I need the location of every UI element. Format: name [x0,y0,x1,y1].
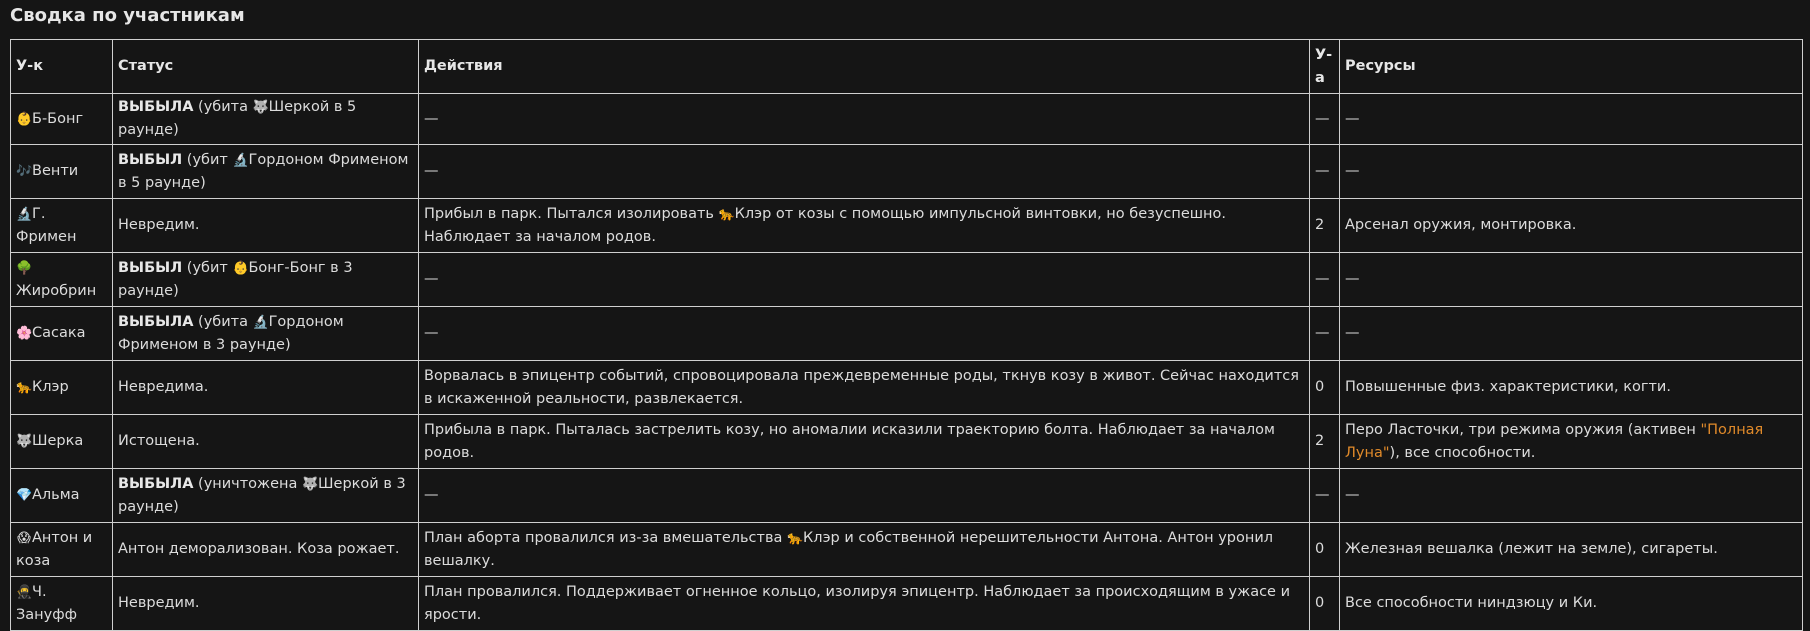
status-eliminated: ВЫБЫЛА [118,99,194,115]
microscope-icon: 🔬 [252,314,269,330]
table-row [11,577,1803,631]
participant-name: Венти [32,163,79,179]
actions-cell: — [419,307,1310,361]
resources-cell: — [1340,253,1803,307]
participants-table [10,39,1803,631]
actions-cell: Прибыла в парк. Пыталась застрелить козу, но аномалии исказили траекторию болта. Наблюдает за началом родов. [419,415,1310,469]
participant-cell [11,415,113,469]
actions-cell: — [419,253,1310,307]
table-row [11,523,1803,577]
participant-cell [11,94,113,145]
participant-cell [11,253,113,307]
status-text: (убита [193,313,253,330]
status-text: Гордоном Фрименом в 3 раунде) [118,313,344,353]
participant-name: Жиробрин [16,282,97,299]
status-text: Гордоном Фрименом в 5 раунде) [118,151,409,191]
actions-cell: — [419,145,1310,199]
resources-cell: — [1340,94,1803,145]
status-text: Бонг-Бонг в 3 раунде) [118,259,353,299]
participant-name: Антон и коза [16,529,93,569]
resources-cell: Повышенные физ. характеристики, когти. [1340,361,1803,415]
ua-cell: — [1310,307,1340,361]
ua-cell: — [1310,253,1340,307]
status-text: (уничтожена [193,475,303,492]
wolf-icon: 🐺 [252,100,269,115]
actions-cell [419,199,1310,253]
tree-icon: 🌳 [16,260,33,276]
participant-cell [11,361,113,415]
blossom-icon: 🌸 [16,326,33,341]
table-row [11,145,1803,199]
table-header-row [11,40,1803,94]
participant-name: Клэр [32,379,69,395]
table-row [11,253,1803,307]
resources-cell: — [1340,469,1803,523]
table-row [11,469,1803,523]
header-status: Статус [113,40,419,94]
status-cell [113,307,419,361]
status-eliminated: ВЫБЫЛ [118,259,183,276]
microscope-icon: 🔬 [232,152,249,168]
status-eliminated: ВЫБЫЛ [118,151,183,168]
status-cell: Истощена. [113,415,419,469]
table-row [11,199,1803,253]
table-row [11,94,1803,145]
participant-name: Ч. Зануфф [16,583,78,623]
full-moon-link[interactable]: "Полная Луна" [1345,421,1764,461]
status-text: (убита [193,99,253,115]
status-eliminated: ВЫБЫЛА [118,475,194,492]
status-cell: Невредим. [113,577,419,631]
leopard-icon: 🐆 [787,530,804,546]
status-text: (убит [182,151,233,168]
participant-name: Б-Бонг [32,110,84,127]
participant-name: Альма [32,487,80,503]
ua-cell: — [1310,94,1340,145]
baby-icon: 👶 [232,260,249,276]
status-cell: Невредим. [113,199,419,253]
status-cell [113,94,419,145]
status-cell [113,145,419,199]
header-actions: Действия [419,40,1310,94]
actions-text: План аборта провалился из-за вмешательства [424,529,788,546]
header-participant: У-к [11,40,113,94]
actions-cell: Ворвалась в эпицентр событий, спровоцировала преждевременные роды, ткнув козу в живот. Сейчас находится в искаженной реальности, развлекается. [419,361,1310,415]
ninja-icon: 🥷 [16,584,33,600]
status-cell: Невредима. [113,361,419,415]
ua-cell: 0 [1310,577,1340,631]
header-ua: У-а [1310,40,1340,94]
status-text: Шеркой в 5 раунде) [118,99,357,138]
page-title: Сводка по участникам [10,5,245,26]
participant-name: Г. Фримен [16,205,77,245]
resources-cell: — [1340,307,1803,361]
baby-icon: 👶 [16,111,33,127]
ua-cell: 2 [1310,415,1340,469]
status-text: Шеркой в 3 раунде) [118,475,406,515]
ua-cell: 0 [1310,361,1340,415]
table-row [11,361,1803,415]
table-row [11,307,1803,361]
leopard-icon: 🐆 [16,380,33,395]
participant-cell [11,145,113,199]
ua-cell: 2 [1310,199,1340,253]
leopard-icon: 🐆 [718,206,735,222]
actions-cell: — [419,94,1310,145]
wolf-icon: 🐺 [16,434,33,449]
status-eliminated: ВЫБЫЛА [118,313,194,330]
actions-text: Клэр и собственной нерешительности Антона. Антон уронил вешалку. [424,529,1274,569]
music-notes-icon: 🎶 [16,164,33,179]
resources-cell [1340,415,1803,469]
participant-cell [11,469,113,523]
resources-cell: Железная вешалка (лежит на земле), сигареты. [1340,523,1803,577]
status-cell [113,253,419,307]
participant-name: Шерка [32,433,84,449]
resources-cell: Арсенал оружия, монтировка. [1340,199,1803,253]
actions-text: Прибыл в парк. Пытался изолировать [424,205,719,222]
status-text: (убит [182,259,233,276]
microscope-icon: 🔬 [16,206,33,222]
wolf-icon: 🐺 [302,476,319,492]
status-cell: Антон деморализован. Коза рожает. [113,523,419,577]
gem-icon: 💎 [16,488,33,503]
status-cell [113,469,419,523]
participant-cell [11,577,113,631]
actions-cell: — [419,469,1310,523]
actions-text: Клэр от козы с помощью импульсной винтовки, но безуспешно. Наблюдает за началом родов. [424,205,1227,245]
ua-cell: 0 [1310,523,1340,577]
header-resources: Ресурсы [1340,40,1803,94]
ua-cell: — [1310,145,1340,199]
resources-text: Перо Ласточки, три режима оружия (активен [1345,421,1701,438]
participant-cell [11,523,113,577]
actions-cell [419,523,1310,577]
actions-cell: План провалился. Поддерживает огненное кольцо, изолируя эпицентр. Наблюдает за происходящим в ужасе и ярости. [419,577,1310,631]
table-row [11,415,1803,469]
participant-name: Сасака [32,325,86,341]
resources-text: ), все способности. [1389,444,1536,461]
resources-cell: — [1340,145,1803,199]
resources-cell: Все способности ниндзюцу и Ки. [1340,577,1803,631]
screaming-face-icon: 😱 [17,530,31,546]
participant-cell [11,307,113,361]
participant-cell [11,199,113,253]
ua-cell: — [1310,469,1340,523]
